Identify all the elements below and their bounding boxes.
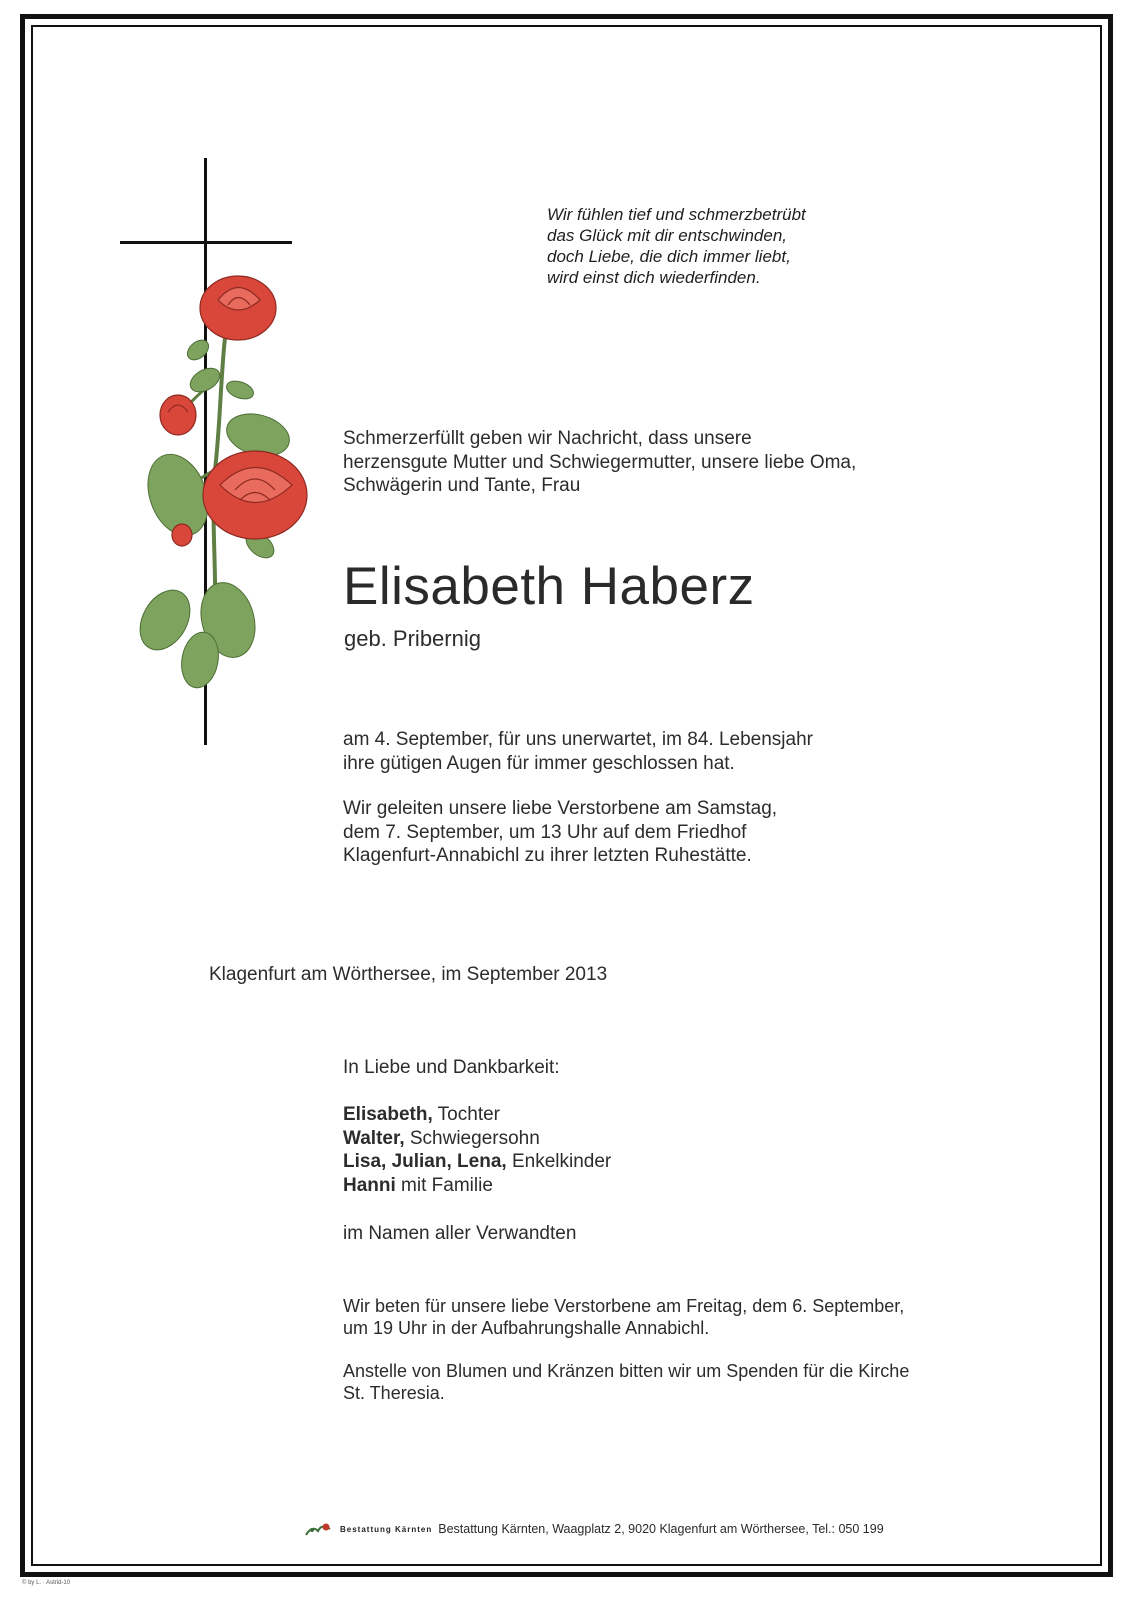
intro-paragraph <box>343 427 856 498</box>
mourner-relation: Tochter <box>432 1104 500 1125</box>
place-date: Klagenfurt am Wörthersee, im September 2013 <box>209 964 608 985</box>
intro-line: Schmerzerfüllt geben wir Nachricht, dass unsere <box>343 428 752 449</box>
prayer-paragraph <box>343 1295 904 1339</box>
donation-line: St. Theresia. <box>343 1383 445 1403</box>
maiden-name: geb. Pribernig <box>344 626 481 651</box>
mourner-line <box>343 1103 611 1127</box>
closing-intro: In Liebe und Dankbarkeit: <box>343 1057 560 1078</box>
funeral-line: dem 7. September, um 13 Uhr auf dem Friedhof <box>343 821 747 843</box>
death-notice <box>343 728 813 775</box>
funeral-home-logo-text: Bestattung Kärnten <box>340 1524 433 1534</box>
mourner-names: Elisabeth, <box>343 1104 433 1125</box>
funeral-line: Klagenfurt-Annabichl zu ihrer letzten Ruhestätte. <box>343 845 752 866</box>
verse-line: das Glück mit dir entschwinden, <box>547 226 787 245</box>
footer <box>304 1521 884 1537</box>
donation-paragraph <box>343 1360 909 1404</box>
funeral-home-address: Bestattung Kärnten, Waagplatz 2, 9020 Klagenfurt am Wörthersee, Tel.: 050 199 <box>438 1522 884 1536</box>
funeral-paragraph <box>343 797 777 868</box>
copyright-note: © by L. · Astrid-10 <box>22 1580 71 1586</box>
mourner-names: Hanni <box>343 1174 396 1196</box>
mourner-relation: Schwiegersohn <box>404 1127 540 1149</box>
deceased-name: Elisabeth Haberz <box>343 557 755 616</box>
death-notice-line: am 4. September, für uns unerwartet, im 84. Lebensjahr <box>343 729 813 750</box>
on-behalf: im Namen aller Verwandten <box>343 1223 577 1244</box>
funeral-home-logo-icon <box>304 1521 334 1537</box>
prayer-line: Wir beten für unsere liebe Verstorbene am Freitag, dem 6. September, <box>343 1296 905 1316</box>
mourner-line <box>343 1150 611 1174</box>
donation-line: Anstelle von Blumen und Kränzen bitten wir um Spenden für die Kirche <box>343 1361 910 1381</box>
cross-with-roses-icon <box>110 150 330 750</box>
memorial-verse <box>547 204 806 288</box>
mourner-relation: Enkelkinder <box>506 1151 612 1172</box>
intro-line: herzensgute Mutter und Schwiegermutter, unsere liebe Oma, <box>343 451 857 473</box>
verse-line: doch Liebe, die dich immer liebt, <box>547 247 791 266</box>
verse-line: Wir fühlen tief und schmerzbetrübt <box>547 205 806 224</box>
verse-line: wird einst dich wiederfinden. <box>547 268 761 287</box>
mourners-list <box>343 1103 611 1197</box>
intro-line: Schwägerin und Tante, Frau <box>343 475 581 496</box>
death-notice-line: ihre gütigen Augen für immer geschlossen hat. <box>343 752 735 774</box>
mourner-line <box>343 1127 611 1151</box>
mourner-relation: mit Familie <box>395 1174 493 1196</box>
prayer-line: um 19 Uhr in der Aufbahrungshalle Annabichl. <box>343 1318 710 1338</box>
funeral-line: Wir geleiten unsere liebe Verstorbene am Samstag, <box>343 798 778 819</box>
mourner-names: Lisa, Julian, Lena, <box>343 1151 507 1172</box>
mourner-line <box>343 1174 611 1198</box>
mourner-names: Walter, <box>343 1127 405 1149</box>
